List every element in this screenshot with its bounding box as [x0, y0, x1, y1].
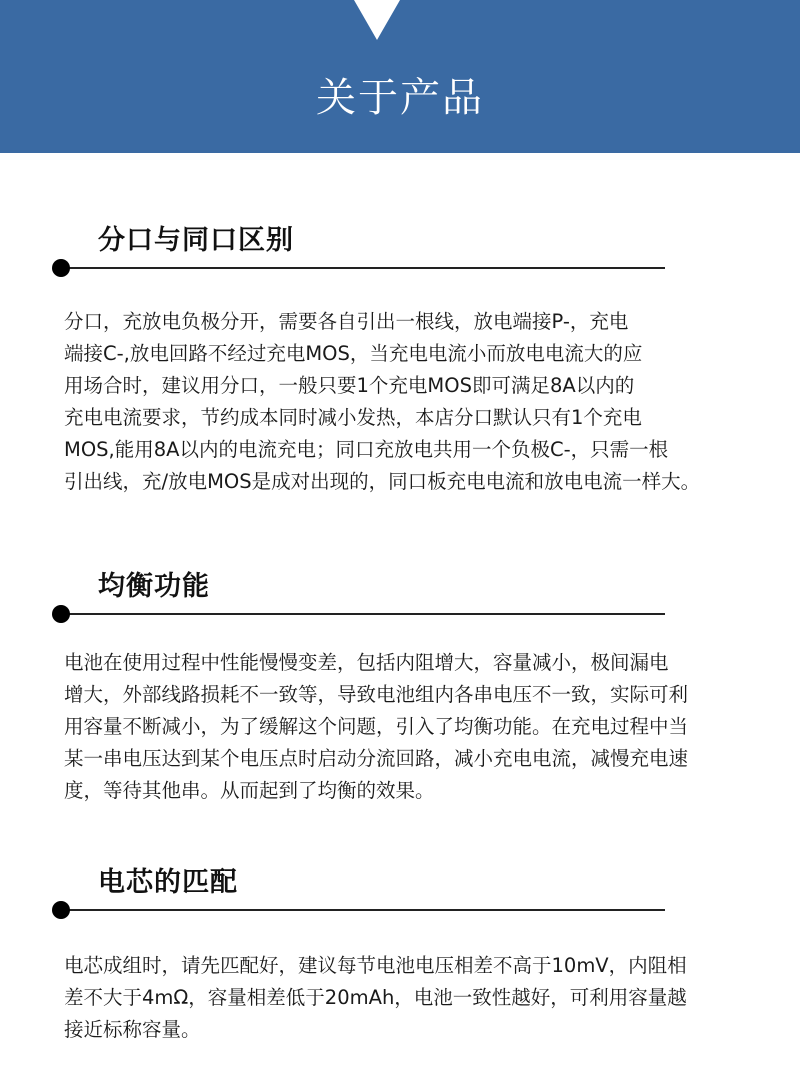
- page-title: 关于产品: [316, 75, 484, 121]
- text-line: 增大，外部线路损耗不一致等，导致电池组内各串电压不一致，实际可利: [64, 683, 689, 706]
- text-line: 分口，充放电负极分开，需要各自引出一根线，放电端接P-，充电: [64, 310, 629, 333]
- section-title: 分口与同口区别: [98, 225, 294, 256]
- section-body: [64, 306, 764, 498]
- header-banner: [0, 0, 800, 153]
- text-line: 电池在使用过程中性能慢慢变差，包括内阻增大，容量减小，极间漏电: [64, 651, 669, 674]
- section-divider: [62, 909, 665, 911]
- text-line: MOS,能用8A以内的电流充电；同口充放电共用一个负极C-，只需一根: [64, 438, 669, 461]
- text-line: 用容量不断减小，为了缓解这个问题，引入了均衡功能。在充电过程中当: [64, 715, 689, 738]
- text-line: 某一串电压达到某个电压点时启动分流回路，减小充电电流，减慢充电速: [64, 747, 689, 770]
- text-line: 度，等待其他串。从而起到了均衡的效果。: [64, 779, 435, 802]
- text-line: 充电电流要求，节约成本同时减小发热，本店分口默认只有1个充电: [64, 406, 642, 429]
- text-line: 差不大于4mΩ，容量相差低于20mAh，电池一致性越好，可利用容量越: [64, 986, 687, 1009]
- text-line: 端接C-,放电回路不经过充电MOS，当充电电流小而放电电流大的应: [64, 342, 643, 365]
- banner-notch: [354, 0, 400, 40]
- section-divider: [62, 613, 665, 615]
- section-title: 电芯的匹配: [98, 867, 238, 898]
- section-body: [64, 950, 764, 1046]
- text-line: 电芯成组时，请先匹配好，建议每节电池电压相差不高于10mV，内阻相: [64, 954, 687, 977]
- section-title: 均衡功能: [98, 571, 210, 602]
- text-line: 接近标称容量。: [64, 1018, 201, 1041]
- bullet-dot-icon: [52, 605, 70, 623]
- text-line: 用场合时，建议用分口，一般只要1个充电MOS即可满足8A以内的: [64, 374, 635, 397]
- bullet-dot-icon: [52, 259, 70, 277]
- section-body: [64, 647, 764, 807]
- bullet-dot-icon: [52, 901, 70, 919]
- section-divider: [62, 267, 665, 269]
- text-line: 引出线，充/放电MOS是成对出现的，同口板充电电流和放电电流一样大。: [64, 470, 701, 493]
